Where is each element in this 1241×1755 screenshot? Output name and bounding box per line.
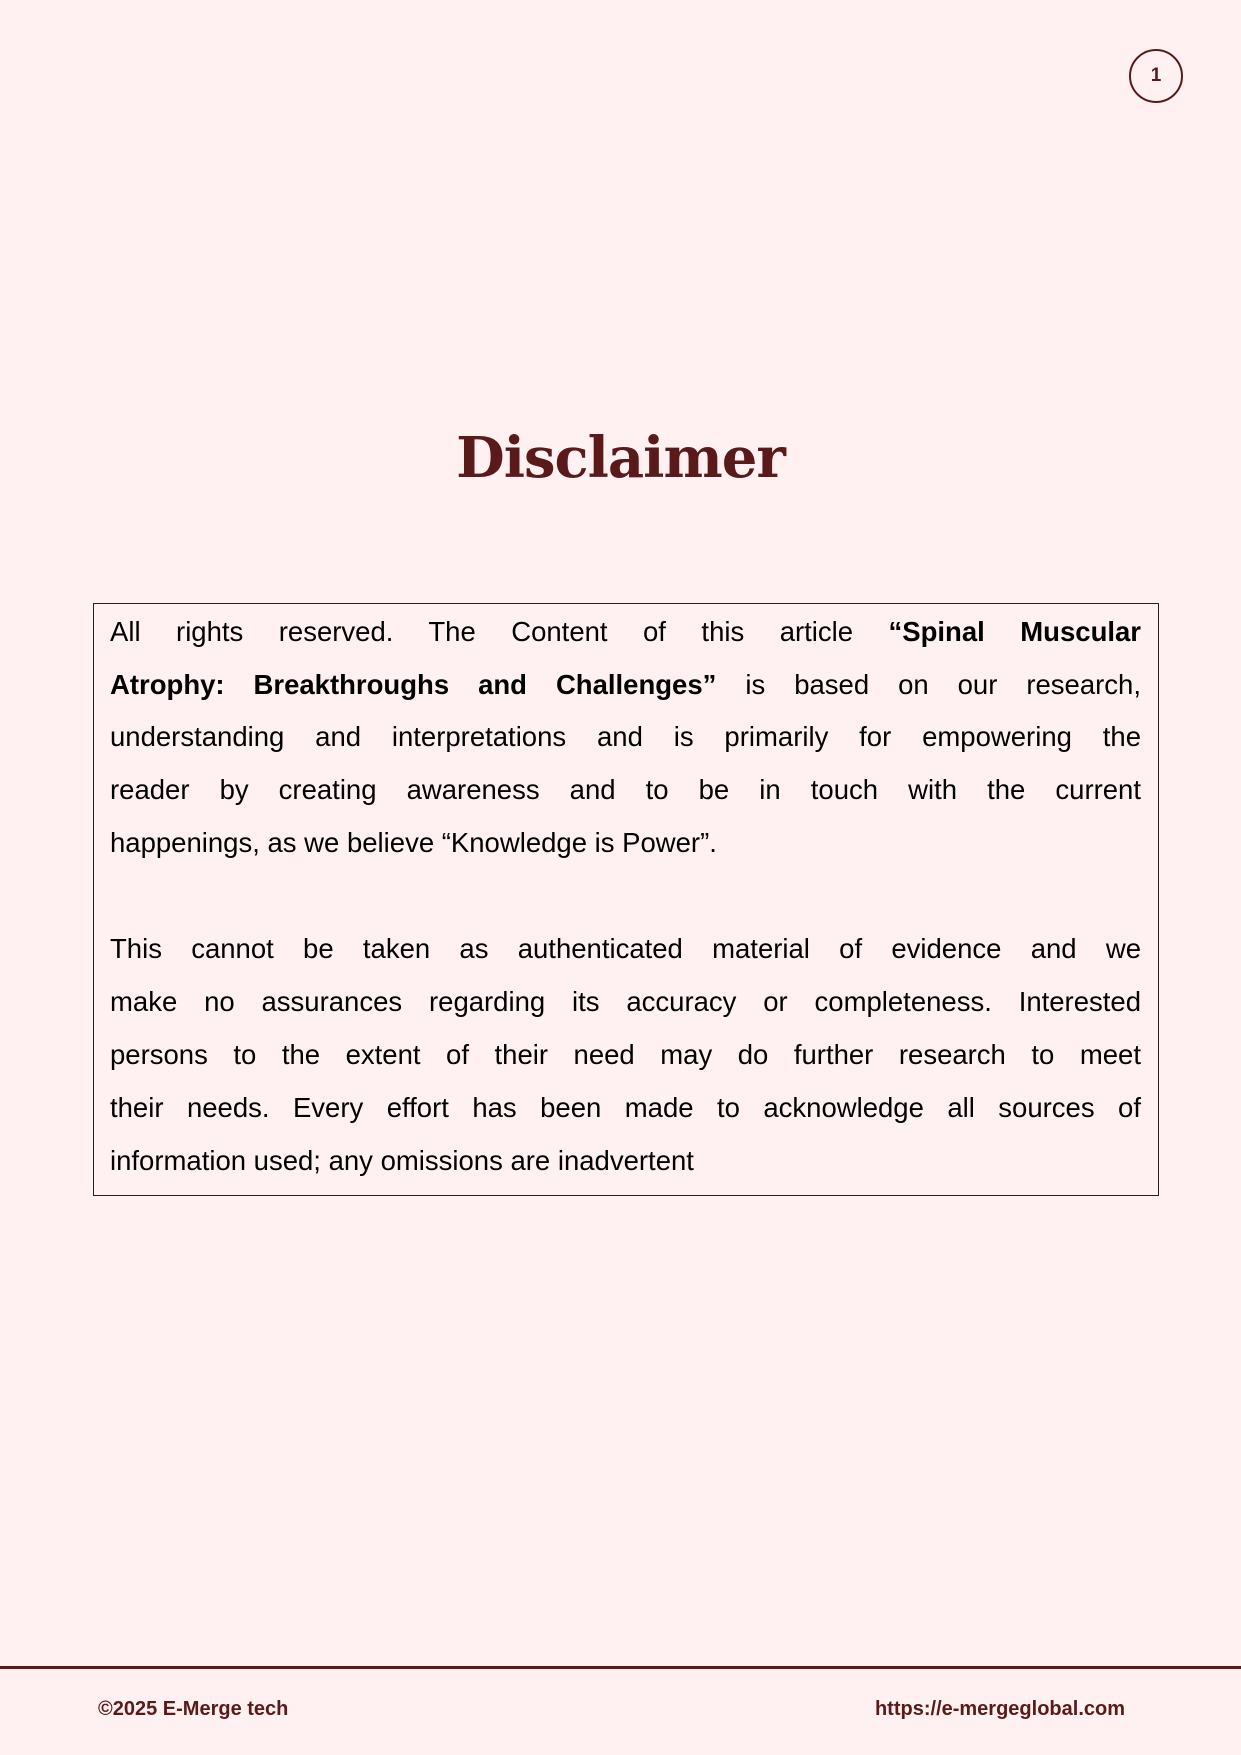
paragraph1-line bbox=[110, 615, 1141, 649]
paragraph1-line: happenings, as we believe “Knowledge is Power”. bbox=[110, 827, 717, 858]
paragraph2-line: their needs. Every effort has been made to acknowledge all sources of bbox=[110, 1092, 1141, 1123]
paragraph1-line bbox=[110, 668, 1141, 702]
disclaimer-box bbox=[93, 603, 1159, 1196]
footer-divider bbox=[0, 1666, 1241, 1669]
paragraph1-line: reader by creating awareness and to be in touch with the current bbox=[110, 774, 1141, 805]
footer-url-link[interactable]: https://e-mergeglobal.com bbox=[874, 1698, 1125, 1720]
article-title: “Spinal Muscular bbox=[888, 616, 1141, 647]
paragraph1-line: understanding and interpretations and is primarily for empowering the bbox=[110, 721, 1141, 752]
article-title: Atrophy: Breakthroughs and Challenges” bbox=[110, 669, 717, 700]
paragraph2-line: This cannot be taken as authenticated material of evidence and we bbox=[110, 933, 1141, 964]
page-number-badge: 1 bbox=[1129, 49, 1183, 103]
paragraph2-line: persons to the extent of their need may do further research to meet bbox=[110, 1039, 1141, 1070]
page-title: Disclaimer bbox=[456, 425, 785, 491]
paragraph2-line: information used; any omissions are inadvertent bbox=[110, 1145, 694, 1176]
footer-copyright: ©2025 E-Merge tech bbox=[98, 1698, 289, 1720]
paragraph2-line: make no assurances regarding its accuracy or completeness. Interested bbox=[110, 986, 1141, 1017]
text: is based on our research, bbox=[716, 669, 1141, 700]
text: All rights reserved. The Content of this article bbox=[110, 616, 889, 647]
